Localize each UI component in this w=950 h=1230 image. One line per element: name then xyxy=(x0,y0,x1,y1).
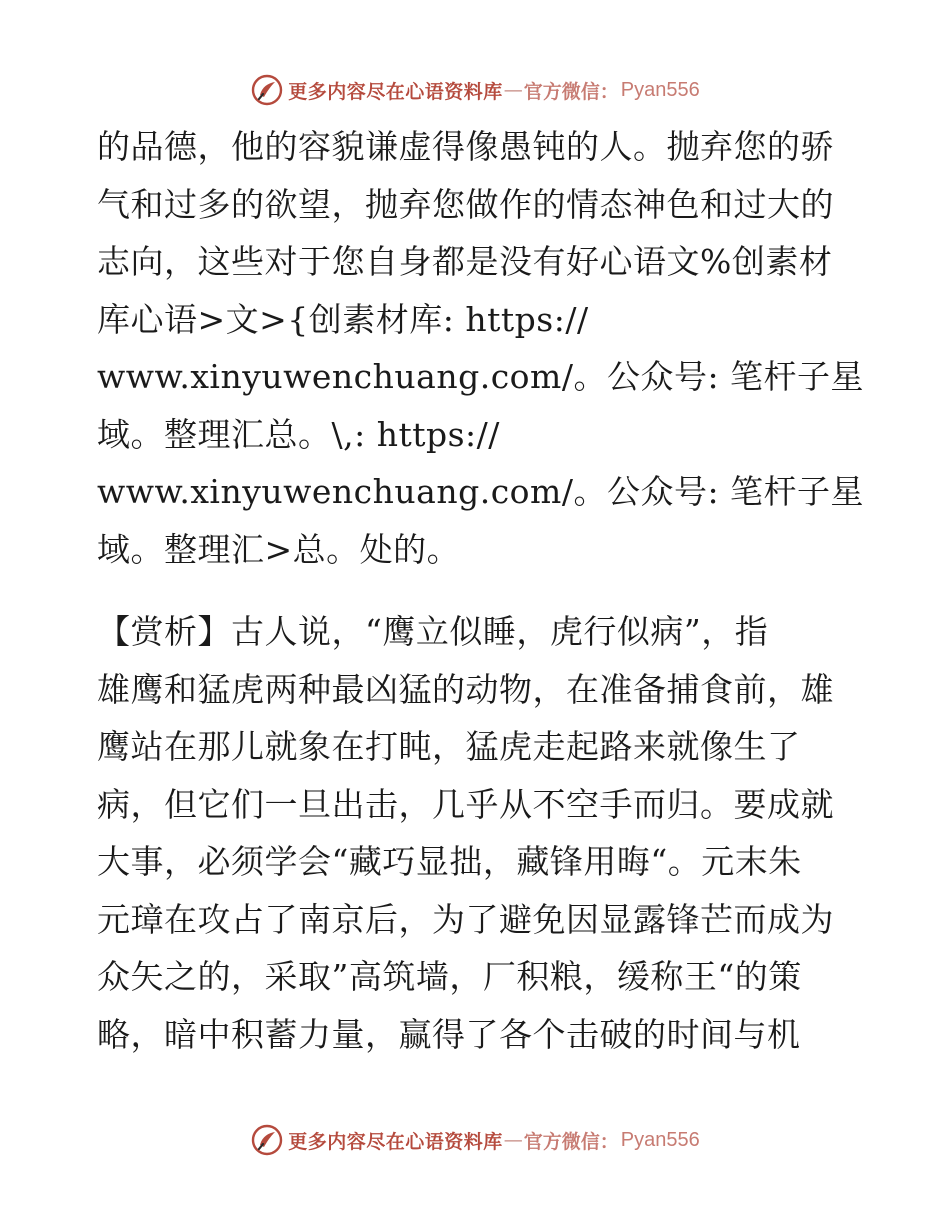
text-line: 【赏析】古人说，“鹰立似睡，虎行似病”，指 xyxy=(97,612,769,651)
text-line: 大事，必须学会“藏巧显拙，藏锋用晦“。元末朱 xyxy=(97,842,802,881)
text-line: 元璋在攻占了南京后，为了避免因显露锋芒而成为 xyxy=(97,899,834,939)
banner-separator: — xyxy=(503,79,523,101)
banner-wechat-id: Pyan556 xyxy=(620,78,700,101)
paragraph-2 xyxy=(97,603,857,1063)
text-line: 病，但它们一旦出击，几乎从不空手而归。要成就 xyxy=(97,784,834,824)
text-line: 气和过多的欲望，抛弃您做作的情态神色和过大的 xyxy=(97,184,834,224)
banner-official-label: 官方微信： xyxy=(523,1130,619,1153)
paragraph-gap xyxy=(97,578,857,603)
text-line: 域。整理汇>总。处的。 xyxy=(97,529,461,569)
brand-logo-icon xyxy=(250,1123,284,1157)
banner-official-label: 官方微信： xyxy=(523,80,619,103)
text-line: 众矢之的，采取”高筑墙，厂积粮，缓称王“的策 xyxy=(97,957,802,996)
text-line: 志向，这些对于您自身都是没有好心语文%创素材 xyxy=(97,242,833,281)
banner-separator: — xyxy=(503,1129,523,1151)
text-line: www.xinyuwenchuang.com/。公众号: 笔杆子星 xyxy=(97,357,865,396)
header-watermark-banner xyxy=(0,70,950,110)
text-line: 的品德，他的容貌谦虚得像愚钝的人。抛弃您的骄 xyxy=(97,127,834,166)
text-line: 库心语>文>{创素材库: https:// xyxy=(97,299,589,339)
brand-logo-icon xyxy=(250,73,284,107)
text-line: 雄鹰和猛虎两种最凶猛的动物，在准备捕食前，雄 xyxy=(97,669,834,709)
text-line: 域。整理汇总。\,: https:// xyxy=(97,414,500,454)
text-line: 鹰站在那儿就象在打盹，猛虎走起路来就像生了 xyxy=(97,727,801,766)
text-line: www.xinyuwenchuang.com/。公众号: 笔杆子星 xyxy=(97,472,865,511)
banner-wechat-id: Pyan556 xyxy=(620,1128,700,1151)
banner-text: 更多内容尽在心语资料库 xyxy=(288,80,503,103)
text-line: 略，暗中积蓄力量，赢得了各个击破的时间与机 xyxy=(97,1014,801,1054)
paragraph-1 xyxy=(97,118,865,578)
footer-watermark-banner xyxy=(0,1120,950,1160)
banner-text: 更多内容尽在心语资料库 xyxy=(288,1130,503,1153)
document-body xyxy=(97,118,865,1063)
